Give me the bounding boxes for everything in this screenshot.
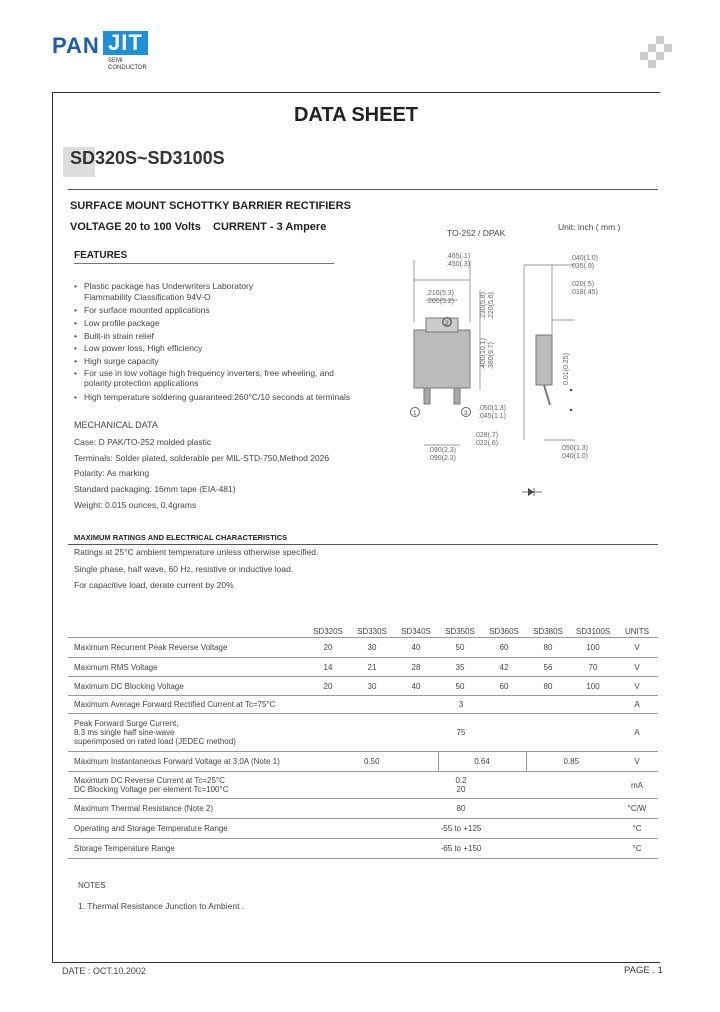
table-row — [68, 677, 658, 696]
page-title: DATA SHEET — [293, 104, 419, 126]
pin-label: 3 — [464, 410, 468, 417]
value-line: 20 — [456, 785, 466, 794]
dim-text: .020(.5) — [570, 281, 595, 288]
unit-cell: °C — [616, 819, 658, 839]
dim-text: .045(1.1) — [478, 413, 507, 420]
unit-cell: mA — [616, 772, 658, 799]
value-cell: 35 — [438, 658, 482, 677]
param-cell: Maximum RMS Voltage — [68, 658, 306, 677]
package-outline-drawing — [400, 240, 660, 500]
dim-text: .090(2.3) — [428, 455, 457, 462]
value-cell: 80 — [526, 677, 570, 696]
diode-symbol-icon — [522, 488, 542, 496]
table-row — [68, 696, 658, 714]
unit-cell: °C/W — [616, 799, 658, 819]
unit-cell: V — [616, 638, 658, 658]
table-row — [68, 772, 658, 799]
ratings-table — [68, 625, 658, 859]
value-cell: 75 — [306, 714, 616, 752]
dim-text: .028(.7) — [474, 432, 499, 439]
param-cell: Maximum DC Blocking Voltage — [68, 677, 306, 696]
table-row — [68, 799, 658, 819]
value-cell: 0.50 — [306, 752, 438, 772]
feature-item: • Plastic package has Underwriters Laboratory — [74, 281, 254, 291]
feature-item: • Low power loss, High efficiency — [74, 343, 203, 353]
dim-text: .465(.1) — [446, 253, 471, 260]
feature-item: • Low profile package — [74, 318, 160, 328]
feature-item: • For use in low voltage high frequency inverters, free wheeling, and — [74, 368, 334, 378]
part-number: SD320S~SD3100S — [70, 148, 225, 168]
column-header: SD330S — [357, 626, 387, 636]
divider — [68, 544, 658, 545]
mechanical-line: Polarity: As marking — [74, 468, 150, 478]
table-row — [68, 752, 658, 772]
rating-note: For capacitive load, derate current by 20% — [74, 580, 234, 590]
dim-text: .230(5.8) — [480, 291, 487, 320]
value-cell: 20 — [306, 677, 350, 696]
value-cell: 70 — [570, 658, 616, 677]
frame-bottom — [52, 962, 660, 963]
column-header: SD320S — [313, 626, 343, 636]
value-cell: 0.64 — [438, 752, 526, 772]
footer-date: DATE : OCT.10.2002 — [62, 966, 146, 976]
param-cell: Maximum Thermal Resistance (Note 2) — [68, 799, 306, 819]
ratings-heading: MAXIMUM RATINGS AND ELECTRICAL CHARACTERISTICS — [74, 533, 288, 542]
dim-text: .050(1.3) — [478, 405, 507, 412]
table-row — [68, 638, 658, 658]
notes-heading: NOTES — [78, 881, 106, 890]
column-header: SD3100S — [575, 626, 611, 636]
value-cell: 20 — [306, 638, 350, 658]
param-line: DC Blocking Voltage per element Tc=100°C — [74, 785, 229, 794]
value-cell: 50 — [438, 638, 482, 658]
dim-text: 0.01(0.25) — [563, 353, 570, 385]
param-line: Peak Forward Surge Current, — [74, 719, 179, 728]
pin-label: 1 — [413, 410, 417, 417]
feature-item: • For surface mounted applications — [74, 305, 210, 315]
param-line: 8.3 ms single half sine-wave — [74, 728, 175, 737]
value-cell: 50 — [438, 677, 482, 696]
value-cell: 42 — [482, 658, 526, 677]
unit-cell: °C — [616, 839, 658, 859]
value-cell: 60 — [482, 638, 526, 658]
table-row — [68, 658, 658, 677]
package-label: TO-252 / DPAK — [447, 228, 506, 238]
param-cell — [68, 714, 306, 752]
table-header-row — [68, 625, 658, 638]
mechanical-line: Case: D PAK/TO-252 molded plastic — [74, 437, 212, 447]
value-cell: 80 — [306, 799, 616, 819]
rating-note: Ratings at 25°C ambient temperature unless otherwise specified. — [74, 547, 319, 557]
column-header: SD350S — [445, 626, 475, 636]
feature-item: • High surge capacity — [74, 356, 159, 366]
mechanical-line: Weight: 0.015 ounces, 0.4grams — [74, 500, 197, 510]
value-cell: 80 — [526, 638, 570, 658]
dim-text: .380(9.7) — [488, 341, 495, 370]
feature-item: polarity protection applications — [84, 378, 199, 388]
param-cell: Maximum Average Forward Rectified Current at Tc=75°C — [68, 696, 306, 714]
value-cell: 0.85 — [526, 752, 616, 772]
value-cell: -65 to +150 — [306, 839, 616, 859]
value-cell: 21 — [350, 658, 394, 677]
dim-text: .018(.45) — [570, 289, 599, 296]
subtitle: SURFACE MOUNT SCHOTTKY BARRIER RECTIFIERS — [70, 200, 351, 212]
logo-subtitle — [108, 58, 147, 72]
param-line: Maximum DC Reverse Current at Tc=25°C — [74, 776, 225, 785]
dim-text: .450(.3) — [446, 261, 471, 268]
value-cell: 3 — [306, 696, 616, 714]
dim-text: .050(1.3) — [560, 445, 589, 452]
unit-cell: V — [616, 752, 658, 772]
value-cell: 100 — [570, 677, 616, 696]
column-header: SD360S — [489, 626, 519, 636]
mechanical-heading: MECHANICAL DATA — [74, 420, 158, 430]
value-cell: -55 to +125 — [306, 819, 616, 839]
dim-text: .035(.9) — [570, 263, 595, 270]
unit-cell: V — [616, 677, 658, 696]
value-cell: 56 — [526, 658, 570, 677]
dim-text: .040(1.0) — [560, 453, 589, 460]
dim-text: .022(.6) — [474, 440, 499, 447]
table-row — [68, 714, 658, 752]
param-cell — [68, 772, 306, 799]
feature-item: • High temperature soldering guaranteed:260°C/10 seconds at terminals — [74, 392, 351, 402]
features-heading: FEATURES — [74, 250, 334, 264]
param-cell: Maximum Instantaneous Forward Voltage at 3.0A (Note 1) — [68, 752, 306, 772]
unit-cell: A — [616, 696, 658, 714]
frame-top — [52, 92, 660, 93]
value-cell: 14 — [306, 658, 350, 677]
mechanical-line: Terminals: Solder plated, solderable per MIL-STD-750,Method 2026 — [74, 453, 330, 463]
column-header: SD340S — [401, 626, 431, 636]
unit-cell: A — [616, 714, 658, 752]
dim-text: .220(5.6) — [488, 291, 495, 320]
value-cell: 28 — [394, 658, 438, 677]
dim-text: .205(5.2) — [426, 298, 455, 305]
package-side-body — [536, 335, 552, 385]
divider — [68, 189, 658, 190]
value-line: 0.2 — [455, 776, 467, 785]
logo-jit: JIT — [103, 31, 148, 55]
feature-item: Flammability Classification 94V-O — [84, 292, 211, 302]
value-cell: 30 — [350, 638, 394, 658]
feature-item: • Built-in strain relief — [74, 331, 154, 341]
dim-text: .090(2.3) — [428, 447, 457, 454]
value-cell: 40 — [394, 677, 438, 696]
param-cell: Storage Temperature Range — [68, 839, 306, 859]
table-row — [68, 839, 658, 859]
mechanical-line: Standard packaging: 16mm tape (EIA-481) — [74, 484, 236, 494]
dim-text: .210(5.3) — [426, 290, 455, 297]
package-lead — [454, 388, 460, 404]
unit-cell: V — [616, 658, 658, 677]
value-cell: 100 — [570, 638, 616, 658]
param-line: superimposed on rated load (JEDEC method) — [74, 737, 236, 746]
logo-sub-line1: SEMI — [108, 58, 123, 64]
table-row — [68, 819, 658, 839]
note-item: 1. Thermal Resistance Junction to Ambient . — [78, 901, 245, 911]
unit-label: Unit: inch ( mm ) — [558, 222, 621, 232]
column-header: UNITS — [625, 626, 649, 636]
value-cell: 60 — [482, 677, 526, 696]
dim-text: .400(10.1) — [480, 338, 487, 370]
voltage-current: VOLTAGE 20 to 100 Volts CURRENT - 3 Ampere — [70, 221, 327, 233]
logo-sub-line2: CONDUCTOR — [108, 65, 147, 71]
dim-text: .040(1.0) — [570, 255, 599, 262]
rating-note: Single phase, half wave, 60 Hz, resistive or inductive load. — [74, 564, 294, 574]
package-lead — [424, 388, 430, 404]
footer-page: PAGE . 1 — [624, 965, 663, 976]
column-header: SD380S — [533, 626, 563, 636]
package-tab — [426, 318, 458, 332]
param-cell: Operating and Storage Temperature Range — [68, 819, 306, 839]
value-cell — [306, 772, 616, 799]
value-cell: 30 — [350, 677, 394, 696]
param-cell: Maximum Recurrent Peak Reverse Voltage — [68, 638, 306, 658]
pin-label: 2 — [445, 320, 449, 327]
value-cell: 40 — [394, 638, 438, 658]
package-body — [414, 330, 470, 388]
frame-left — [52, 92, 53, 962]
logo-pan: PAN — [52, 33, 100, 58]
